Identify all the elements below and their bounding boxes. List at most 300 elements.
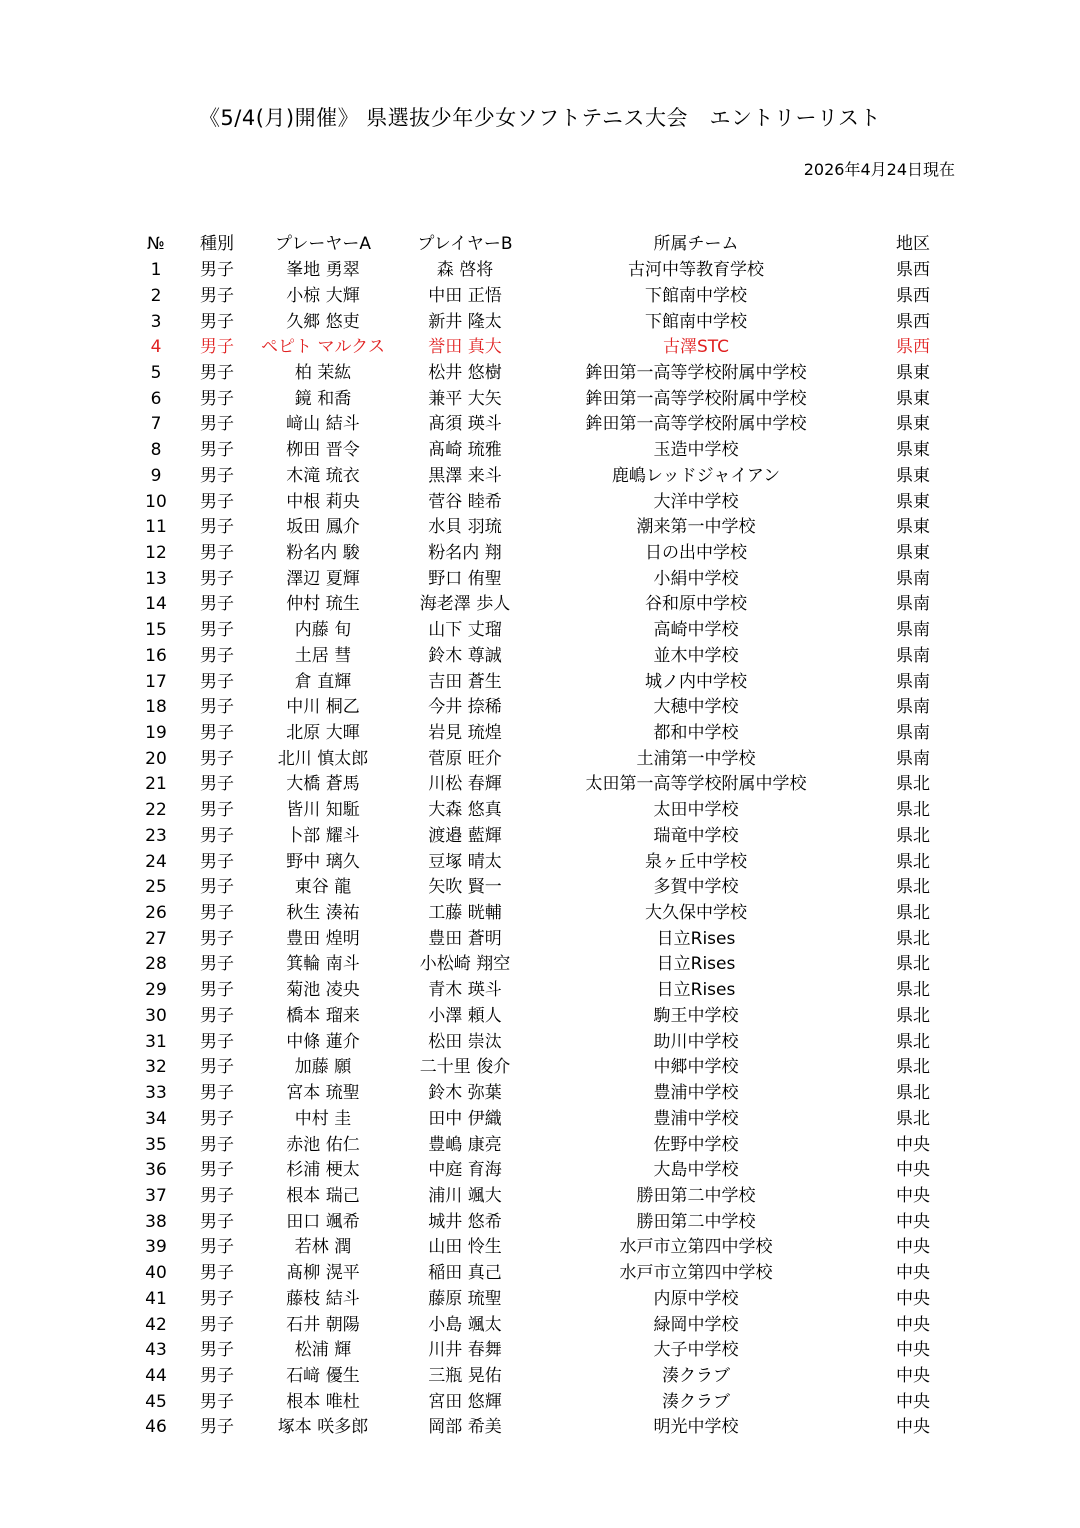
cell-player-b: 山田 怜生 [428,1237,502,1258]
cell-player-b: 松井 悠樹 [428,362,502,383]
cell-player-a: 石井 朝陽 [286,1314,360,1335]
cell-team: 並木中学校 [653,645,739,666]
table-row [125,1132,965,1158]
cell-area: 県北 [896,1083,930,1104]
cell-no: 16 [145,645,167,666]
cell-no: 33 [145,1083,167,1104]
cell-player-a: ペピト マルクス [261,337,385,358]
cell-team: 大島中学校 [653,1160,739,1181]
cell-team: 高崎中学校 [653,620,739,641]
table-row [125,618,965,644]
table-row [125,1364,965,1390]
cell-team: 駒王中学校 [653,1005,739,1026]
header-player-a: プレーヤーA [275,234,371,255]
cell-no: 39 [145,1237,167,1258]
table-row [125,258,965,284]
cell-sex: 男子 [200,1057,234,1078]
cell-player-b: 浦川 颯大 [428,1185,502,1206]
cell-player-b: 新井 隆太 [428,311,502,332]
cell-area: 県西 [896,285,930,306]
cell-area: 県西 [896,337,930,358]
entry-table-header [125,232,965,258]
cell-sex: 男子 [200,1108,234,1129]
table-row [125,695,965,721]
cell-no: 2 [150,285,162,306]
cell-player-a: 倉 直輝 [294,671,352,692]
cell-sex: 男子 [200,800,234,821]
table-row [125,669,965,695]
cell-player-a: 豊田 煌明 [286,928,360,949]
cell-area: 県北 [896,825,930,846]
header-team: 所属チーム [653,234,739,255]
cell-team: 日立Rises [656,980,736,1001]
cell-team: 瑞竜中学校 [653,825,739,846]
cell-sex: 男子 [200,517,234,538]
cell-player-a: 峯地 勇翠 [286,260,360,281]
cell-sex: 男子 [200,1005,234,1026]
cell-sex: 男子 [200,697,234,718]
cell-player-b: 中田 正悟 [428,285,502,306]
cell-player-b: 鈴木 尊誠 [428,645,502,666]
cell-player-a: 箕輪 南斗 [286,954,360,975]
cell-player-b: 菅谷 睦希 [428,491,502,512]
table-row [125,515,965,541]
cell-no: 7 [150,414,162,435]
cell-player-b: 水貝 羽琉 [428,517,502,538]
cell-player-b: 稲田 真己 [428,1263,502,1284]
cell-area: 中央 [896,1211,930,1232]
cell-player-a: 木滝 琉衣 [286,465,360,486]
cell-player-b: 菅原 旺介 [428,748,502,769]
cell-no: 9 [150,465,162,486]
cell-area: 県北 [896,903,930,924]
table-row [125,824,965,850]
cell-area: 県北 [896,774,930,795]
cell-player-a: 根本 唯杜 [286,1391,360,1412]
cell-no: 44 [145,1365,167,1386]
cell-team: 大洋中学校 [653,491,739,512]
cell-sex: 男子 [200,928,234,949]
cell-player-a: 赤池 佑仁 [286,1134,360,1155]
cell-player-a: 田口 颯希 [286,1211,360,1232]
table-row [125,978,965,1004]
cell-player-b: 藤原 琉聖 [428,1288,502,1309]
cell-area: 県東 [896,491,930,512]
cell-no: 21 [145,774,167,795]
cell-sex: 男子 [200,620,234,641]
cell-sex: 男子 [200,362,234,383]
cell-player-a: 髙柳 滉平 [286,1263,360,1284]
table-row [125,1338,965,1364]
header-sex: 種別 [200,234,234,255]
cell-player-b: 吉田 蒼生 [428,671,502,692]
cell-player-a: 鏡 和喬 [294,388,352,409]
table-row [125,644,965,670]
cell-no: 36 [145,1160,167,1181]
as-of-date: 2026年4月24日現在 [803,160,955,179]
cell-area: 県東 [896,440,930,461]
cell-player-b: 松田 崇汰 [428,1031,502,1052]
cell-sex: 男子 [200,774,234,795]
cell-team: 都和中学校 [653,723,739,744]
cell-area: 県南 [896,568,930,589]
cell-team: 鉾田第一高等学校附属中学校 [585,362,807,383]
cell-team: 泉ヶ丘中学校 [645,851,747,872]
cell-team: 内原中学校 [653,1288,739,1309]
cell-no: 6 [150,388,162,409]
table-row [125,926,965,952]
cell-team: 太田第一高等学校附属中学校 [585,774,807,795]
cell-sex: 男子 [200,645,234,666]
cell-no: 3 [150,311,162,332]
table-row [125,412,965,438]
cell-sex: 男子 [200,1365,234,1386]
cell-area: 県南 [896,645,930,666]
cell-area: 中央 [896,1134,930,1155]
cell-no: 43 [145,1340,167,1361]
cell-player-a: 中根 莉央 [286,491,360,512]
table-row [125,1004,965,1030]
cell-sex: 男子 [200,748,234,769]
cell-team: 豊浦中学校 [653,1083,739,1104]
cell-team: 大子中学校 [653,1340,739,1361]
cell-player-b: 二十里 俊介 [419,1057,511,1078]
cell-player-a: 中川 桐乙 [286,697,360,718]
cell-player-a: 土居 彗 [294,645,352,666]
cell-no: 22 [145,800,167,821]
cell-player-a: 秋生 湊祐 [286,903,360,924]
cell-team: 鹿嶋レッドジャイアン [611,465,781,486]
cell-area: 県北 [896,800,930,821]
cell-area: 県東 [896,414,930,435]
cell-player-b: 岩見 琉煌 [428,723,502,744]
cell-team: 潮来第一中学校 [636,517,756,538]
table-row [125,1209,965,1235]
cell-team: 明光中学校 [653,1417,739,1438]
cell-no: 14 [145,594,167,615]
cell-sex: 男子 [200,825,234,846]
cell-player-b: 海老澤 歩人 [419,594,511,615]
cell-no: 20 [145,748,167,769]
cell-no: 37 [145,1185,167,1206]
cell-sex: 男子 [200,388,234,409]
cell-team: 湊クラブ [662,1365,730,1386]
cell-player-b: 粉名内 翔 [428,542,502,563]
cell-player-a: 石﨑 優生 [286,1365,360,1386]
cell-area: 中央 [896,1340,930,1361]
cell-no: 19 [145,723,167,744]
cell-sex: 男子 [200,1237,234,1258]
cell-sex: 男子 [200,1263,234,1284]
cell-player-b: 誉田 真大 [428,337,502,358]
cell-no: 41 [145,1288,167,1309]
cell-sex: 男子 [200,1314,234,1335]
cell-team: 城ノ内中学校 [645,671,747,692]
cell-area: 中央 [896,1237,930,1258]
cell-sex: 男子 [200,542,234,563]
cell-team: 大久保中学校 [645,903,747,924]
cell-team: 土浦第一中学校 [636,748,756,769]
cell-player-b: 宮田 悠輝 [428,1391,502,1412]
cell-sex: 男子 [200,465,234,486]
cell-player-a: 根本 瑞己 [286,1185,360,1206]
cell-no: 24 [145,851,167,872]
cell-sex: 男子 [200,311,234,332]
cell-player-b: 髙崎 琉雅 [428,440,502,461]
cell-team: 助川中学校 [653,1031,739,1052]
cell-team: 古澤STC [662,337,730,358]
cell-team: 玉造中学校 [653,440,739,461]
cell-no: 28 [145,954,167,975]
cell-area: 県南 [896,723,930,744]
table-row [125,1106,965,1132]
cell-player-b: 城井 悠希 [428,1211,502,1232]
cell-player-a: 仲村 琉生 [286,594,360,615]
cell-player-b: 豊嶋 康亮 [428,1134,502,1155]
table-row [125,1055,965,1081]
cell-player-a: 藤枝 結斗 [286,1288,360,1309]
cell-area: 県東 [896,465,930,486]
cell-no: 38 [145,1211,167,1232]
cell-area: 県東 [896,388,930,409]
cell-player-a: 塚本 咲多郎 [277,1417,369,1438]
cell-team: 水戸市立第四中学校 [619,1237,773,1258]
cell-no: 13 [145,568,167,589]
cell-no: 30 [145,1005,167,1026]
cell-sex: 男子 [200,285,234,306]
cell-no: 17 [145,671,167,692]
cell-no: 25 [145,877,167,898]
cell-no: 35 [145,1134,167,1155]
cell-no: 8 [150,440,162,461]
cell-area: 中央 [896,1185,930,1206]
cell-player-a: 内藤 旬 [294,620,352,641]
cell-player-a: 若林 潤 [294,1237,352,1258]
cell-player-a: 大橋 蒼馬 [286,774,360,795]
cell-player-a: 澤辺 夏輝 [286,568,360,589]
cell-area: 県北 [896,954,930,975]
cell-player-b: 豆塚 晴太 [428,851,502,872]
cell-player-b: 黒澤 来斗 [428,465,502,486]
cell-sex: 男子 [200,851,234,872]
cell-sex: 男子 [200,1417,234,1438]
cell-sex: 男子 [200,903,234,924]
cell-team: 佐野中学校 [653,1134,739,1155]
table-row [125,566,965,592]
cell-area: 中央 [896,1365,930,1386]
cell-team: 下館南中学校 [645,311,747,332]
cell-area: 県東 [896,362,930,383]
cell-team: 鉾田第一高等学校附属中学校 [585,414,807,435]
cell-sex: 男子 [200,877,234,898]
cell-team: 小絹中学校 [653,568,739,589]
cell-player-a: 卜部 耀斗 [286,825,360,846]
cell-player-b: 工藤 晄輔 [428,903,502,924]
cell-sex: 男子 [200,1391,234,1412]
cell-area: 県南 [896,748,930,769]
cell-player-b: 大森 悠真 [428,800,502,821]
header-area: 地区 [896,234,930,255]
cell-sex: 男子 [200,491,234,512]
cell-sex: 男子 [200,337,234,358]
table-row [125,1235,965,1261]
cell-area: 県北 [896,851,930,872]
cell-sex: 男子 [200,954,234,975]
table-row [125,746,965,772]
table-row [125,489,965,515]
cell-no: 32 [145,1057,167,1078]
cell-area: 県北 [896,980,930,1001]
cell-player-a: 橋本 瑠来 [286,1005,360,1026]
cell-area: 県南 [896,594,930,615]
cell-area: 県西 [896,311,930,332]
table-row [125,901,965,927]
cell-no: 4 [150,337,162,358]
table-row [125,1312,965,1338]
cell-no: 10 [145,491,167,512]
cell-area: 中央 [896,1160,930,1181]
cell-player-a: 杉浦 梗太 [286,1160,360,1181]
table-row [125,386,965,412]
cell-player-a: 坂田 鳳介 [286,517,360,538]
table-row [125,541,965,567]
cell-no: 40 [145,1263,167,1284]
cell-area: 県北 [896,877,930,898]
cell-player-b: 鈴木 弥葉 [428,1083,502,1104]
cell-player-b: 岡部 希美 [428,1417,502,1438]
cell-player-a: 加藤 願 [294,1057,352,1078]
cell-team: 湊クラブ [662,1391,730,1412]
header-player-b: プレイヤーB [417,234,513,255]
table-row [125,592,965,618]
cell-player-a: 久郷 悠吏 [286,311,360,332]
cell-area: 県南 [896,671,930,692]
cell-player-b: 三瓶 晃佑 [428,1365,502,1386]
table-row [125,721,965,747]
cell-sex: 男子 [200,1211,234,1232]
table-row [125,335,965,361]
cell-no: 15 [145,620,167,641]
cell-player-b: 小島 颯太 [428,1314,502,1335]
cell-player-a: 宮本 琉聖 [286,1083,360,1104]
cell-team: 谷和原中学校 [645,594,747,615]
table-row [125,772,965,798]
table-row [125,1158,965,1184]
cell-no: 46 [145,1417,167,1438]
cell-player-b: 髙須 瑛斗 [428,414,502,435]
cell-no: 26 [145,903,167,924]
cell-player-a: 菊池 凌央 [286,980,360,1001]
cell-player-a: 北川 慎太郎 [277,748,369,769]
cell-no: 42 [145,1314,167,1335]
cell-team: 太田中学校 [653,800,739,821]
table-row [125,438,965,464]
table-row [125,1286,965,1312]
cell-sex: 男子 [200,1160,234,1181]
cell-sex: 男子 [200,1340,234,1361]
cell-area: 県東 [896,542,930,563]
cell-area: 県北 [896,1108,930,1129]
entry-table-body [125,258,965,1441]
cell-team: 古河中等教育学校 [628,260,764,281]
table-row [125,361,965,387]
cell-player-a: 小椋 大輝 [286,285,360,306]
cell-sex: 男子 [200,594,234,615]
cell-team: 中郷中学校 [653,1057,739,1078]
cell-player-b: 野口 侑聖 [428,568,502,589]
table-row [125,283,965,309]
cell-sex: 男子 [200,568,234,589]
cell-sex: 男子 [200,260,234,281]
cell-area: 中央 [896,1417,930,1438]
cell-player-b: 中庭 育海 [428,1160,502,1181]
cell-player-b: 兼平 大矢 [428,388,502,409]
header-no: № [147,234,165,255]
cell-team: 豊浦中学校 [653,1108,739,1129]
cell-no: 29 [145,980,167,1001]
cell-sex: 男子 [200,440,234,461]
cell-area: 県南 [896,697,930,718]
cell-sex: 男子 [200,671,234,692]
table-row [125,875,965,901]
cell-player-a: 粉名内 駿 [286,542,360,563]
cell-team: 緑岡中学校 [653,1314,739,1335]
cell-player-b: 矢吹 賢一 [428,877,502,898]
cell-player-b: 渡邉 藍輝 [428,825,502,846]
cell-sex: 男子 [200,980,234,1001]
cell-no: 1 [150,260,162,281]
cell-team: 日の出中学校 [645,542,747,563]
cell-player-a: 中村 圭 [294,1108,352,1129]
cell-player-b: 川松 春輝 [428,774,502,795]
cell-player-b: 青木 瑛斗 [428,980,502,1001]
table-row [125,463,965,489]
cell-team: 水戸市立第四中学校 [619,1263,773,1284]
table-row [125,798,965,824]
table-row [125,952,965,978]
entry-table [125,232,965,1441]
cell-player-b: 小松崎 翔空 [419,954,511,975]
cell-player-b: 川井 春舞 [428,1340,502,1361]
cell-area: 県南 [896,620,930,641]
cell-player-a: 栁田 晋令 [286,440,360,461]
cell-player-b: 山下 丈瑠 [428,620,502,641]
cell-sex: 男子 [200,1083,234,1104]
cell-player-b: 田中 伊織 [428,1108,502,1129]
cell-area: 県北 [896,928,930,949]
cell-player-b: 小澤 頼人 [428,1005,502,1026]
cell-no: 12 [145,542,167,563]
table-row [125,1389,965,1415]
cell-player-b: 豊田 蒼明 [428,928,502,949]
cell-area: 中央 [896,1288,930,1309]
cell-no: 23 [145,825,167,846]
cell-no: 11 [145,517,167,538]
cell-sex: 男子 [200,1134,234,1155]
table-row [125,1415,965,1441]
cell-sex: 男子 [200,414,234,435]
cell-no: 34 [145,1108,167,1129]
cell-area: 県北 [896,1031,930,1052]
cell-team: 勝田第二中学校 [636,1185,756,1206]
table-row [125,1184,965,1210]
cell-no: 45 [145,1391,167,1412]
cell-player-a: 中條 蓮介 [286,1031,360,1052]
cell-team: 勝田第二中学校 [636,1211,756,1232]
cell-player-a: 東谷 龍 [294,877,352,898]
cell-team: 大穂中学校 [653,697,739,718]
cell-area: 中央 [896,1314,930,1335]
